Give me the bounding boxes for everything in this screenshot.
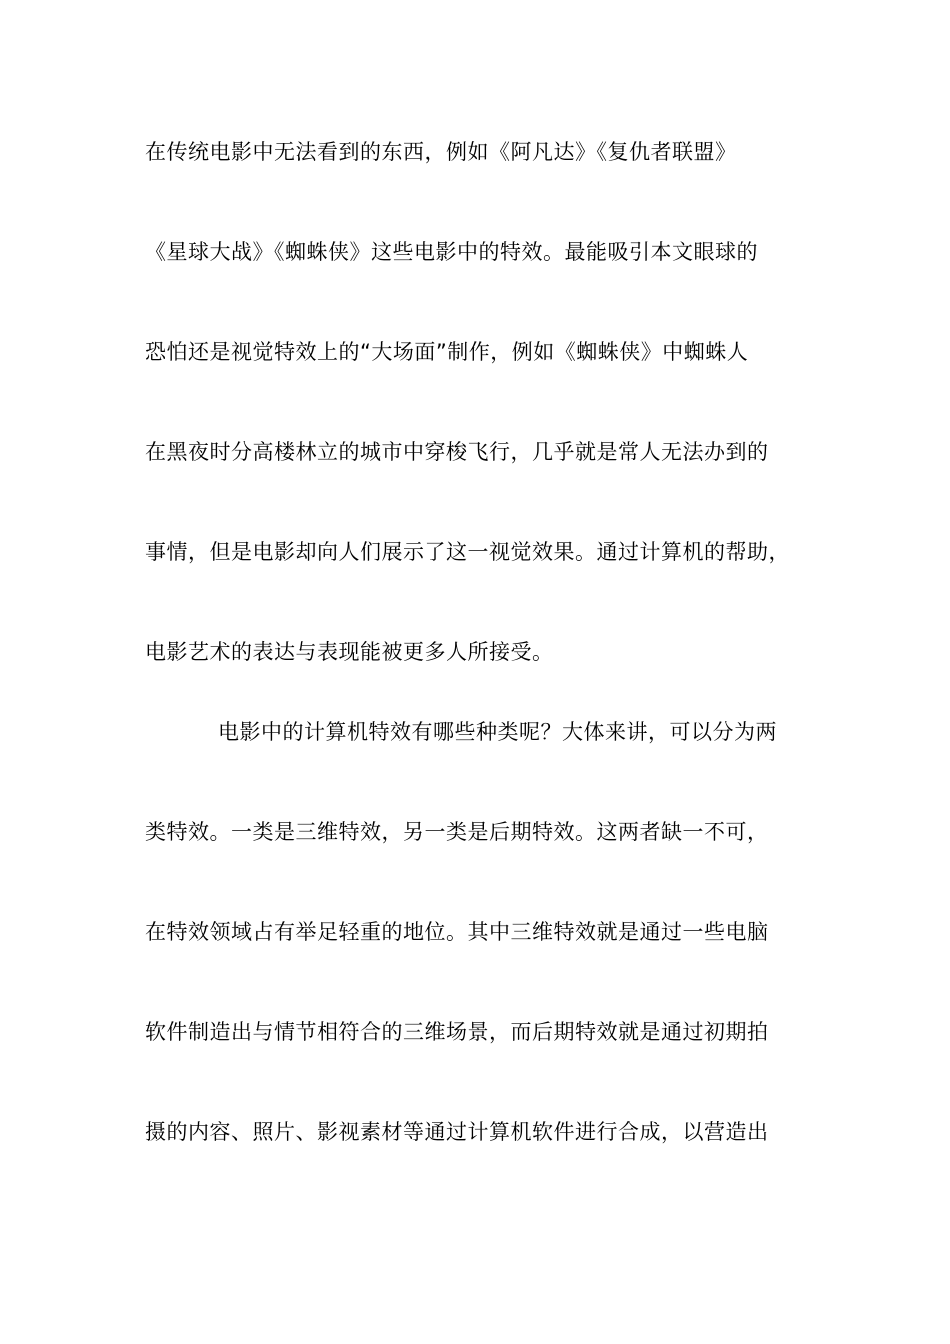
text-line: 《星球大战》《蜘蛛侠》这些电影中的特效。最能吸引本文眼球的 <box>145 240 758 264</box>
text-line: 在传统电影中无法看到的东西，例如《阿凡达》《复仇者联盟》 <box>145 140 737 164</box>
text-line: 恐怕还是视觉特效上的“大场面”制作，例如《蜘蛛侠》中蜘蛛人 <box>145 340 749 364</box>
text-line: 摄的内容、照片、影视素材等通过计算机软件进行合成，以营造出 <box>145 1120 769 1144</box>
text-line: 在特效领域占有举足轻重的地位。其中三维特效就是通过一些电脑 <box>145 920 769 944</box>
text-line: 类特效。一类是三维特效，另一类是后期特效。这两者缺一不可， <box>145 820 769 844</box>
text-line: 电影艺术的表达与表现能被更多人所接受。 <box>145 640 554 664</box>
text-line: 在黑夜时分高楼林立的城市中穿梭飞行，几乎就是常人无法办到的 <box>145 440 769 464</box>
text-line-indented: 电影中的计算机特效有哪些种类呢？大体来讲，可以分为两 <box>218 720 777 744</box>
text-line: 软件制造出与情节相符合的三维场景，而后期特效就是通过初期拍 <box>145 1020 769 1044</box>
text-line: 事情，但是电影却向人们展示了这一视觉效果。通过计算机的帮助， <box>145 540 790 564</box>
